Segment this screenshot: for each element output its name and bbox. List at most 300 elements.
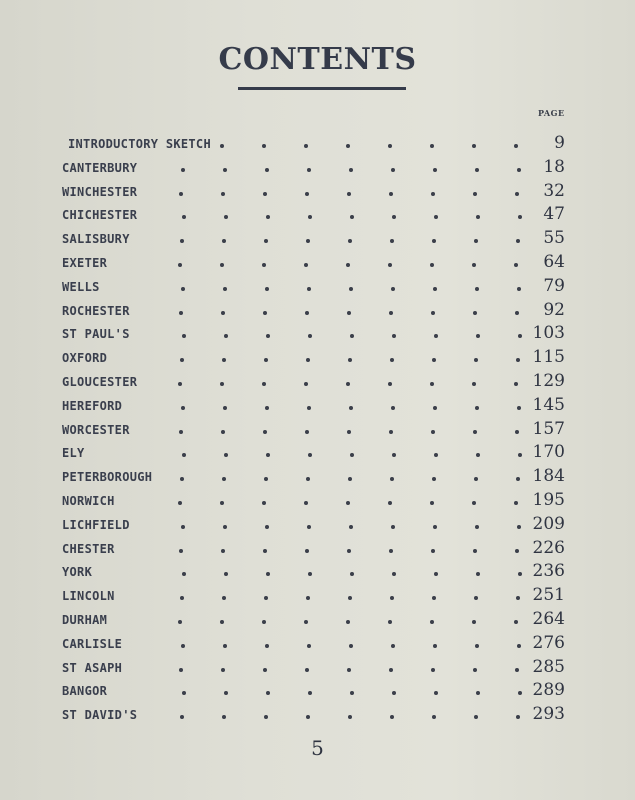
leader-dot [434,453,438,457]
leader-dot [266,691,270,695]
leader-dot [308,572,312,576]
contents-entry [0,346,635,370]
leader-dot [306,596,310,600]
leader-dot [433,644,437,648]
leader-dot [346,382,350,386]
contents-entry [0,441,635,465]
entry-page-number: 170 [532,442,565,463]
contents-entry [0,679,635,703]
leader-dot [307,168,311,172]
entry-page-number: 226 [532,537,565,558]
leader-dot [431,668,435,672]
contents-entry [0,513,635,537]
leader-dot [346,144,350,148]
leader-dot [516,239,520,243]
entry-page-number: 47 [543,204,565,225]
leader-dot [265,168,269,172]
leader-dot [474,715,478,719]
leader-dot [222,596,226,600]
contents-entry [0,180,635,204]
leader-dot [350,453,354,457]
leader-dot [388,144,392,148]
leader-dot [307,287,311,291]
leader-dot [517,168,521,172]
leader-dot [347,192,351,196]
leader-dot [476,691,480,695]
leader-dot [262,263,266,267]
contents-entry [0,251,635,275]
leader-dot [220,382,224,386]
leader-dot [223,287,227,291]
leader-dot [518,572,522,576]
leader-dot [262,382,266,386]
leader-dot [389,311,393,315]
leader-dot [178,263,182,267]
entry-page-number: 264 [532,609,565,629]
leader-dot [265,525,269,529]
entry-title: DURHAM [62,613,108,627]
contents-entry [0,275,635,299]
leader-dot [224,572,228,576]
entry-title: BANGOR [62,684,108,699]
leader-dot [264,239,268,243]
leader-dot [390,596,394,600]
contents-entry [0,560,635,584]
leader-dot [306,477,310,481]
leader-dot [179,192,183,196]
leader-dot [221,192,225,196]
leader-dot [179,430,183,434]
entry-page-number: 285 [532,656,565,677]
contents-entry [0,703,635,727]
entry-title: CANTERBURY [62,160,138,175]
leader-dot [349,525,353,529]
leader-dot [347,311,351,315]
leader-dot [180,358,184,362]
leader-dot [517,644,521,648]
leader-dot [347,668,351,672]
leader-dot [434,334,438,338]
leader-dot [472,144,476,148]
entry-title: ST ASAPH [62,660,123,675]
leader-dot [350,334,354,338]
leader-dot [182,572,186,576]
leader-dot [474,596,478,600]
leader-dot [430,144,434,148]
leader-dot [265,644,269,648]
contents-entry [0,584,635,608]
leader-dot [388,263,392,267]
leader-dot [224,691,228,695]
entry-page-number: 79 [543,275,565,296]
leader-dot [266,572,270,576]
contents-entry [0,227,635,251]
leader-dot [350,572,354,576]
leader-dot [473,430,477,434]
leader-dot [181,644,185,648]
leader-dot [265,406,269,410]
leader-dot [178,501,182,505]
leader-dot [223,168,227,172]
leader-dot [221,668,225,672]
entry-title: LICHFIELD [62,517,130,532]
leader-dot [266,334,270,338]
leader-dot [180,477,184,481]
leader-dot [263,549,267,553]
leader-dot [473,668,477,672]
leader-dot [472,263,476,267]
leader-dot [474,239,478,243]
leader-dot [264,477,268,481]
leader-dot [391,168,395,172]
leader-dot [514,263,518,267]
leader-dot [431,192,435,196]
leader-dot [432,477,436,481]
leader-dot [431,549,435,553]
leader-dot [432,239,436,243]
leader-dot [516,358,520,362]
leader-dot [263,311,267,315]
page-title: CONTENTS [218,42,417,77]
page-number: 5 [311,736,324,760]
leader-dot [305,668,309,672]
leader-dot [307,525,311,529]
leader-dot [308,215,312,219]
entry-page-number: 145 [532,394,565,415]
leader-dot [182,334,186,338]
leader-dot [220,144,224,148]
entry-page-number: 9 [554,133,565,153]
leader-dot [349,287,353,291]
leader-dot [473,549,477,553]
entry-page-number: 92 [543,299,565,320]
leader-dot [304,501,308,505]
leader-dot [308,453,312,457]
leader-dot [305,549,309,553]
leader-dot [432,358,436,362]
leader-dot [391,406,395,410]
leader-dot [220,263,224,267]
leader-dot [472,501,476,505]
leader-dot [263,430,267,434]
leader-dot [306,239,310,243]
entry-page-number: 157 [532,418,565,439]
contents-entry [0,299,635,323]
leader-dot [221,430,225,434]
entry-page-number: 293 [532,704,565,725]
leader-dot [347,549,351,553]
leader-dot [430,501,434,505]
leader-dot [223,525,227,529]
leader-dot [474,477,478,481]
entry-title: ROCHESTER [62,303,130,318]
leader-dot [430,382,434,386]
leader-dot [348,239,352,243]
leader-dot [348,596,352,600]
leader-dot [308,334,312,338]
leader-dot [349,644,353,648]
entry-page-number: 236 [532,561,565,582]
leader-dot [221,311,225,315]
contents-entry [0,656,635,680]
leader-dot [430,263,434,267]
leader-dot [220,501,224,505]
leader-dot [391,525,395,529]
entry-page-number: 103 [532,323,565,344]
leader-dot [433,168,437,172]
entry-title: OXFORD [62,351,108,366]
entry-title: WORCESTER [62,422,130,437]
leader-dot [264,358,268,362]
leader-dot [517,525,521,529]
leader-dot [389,192,393,196]
leader-dot [514,144,518,148]
leader-dot [391,287,395,291]
leader-dot [392,453,396,457]
leader-dot [389,549,393,553]
entry-title: YORK [62,565,93,580]
leader-dot [182,691,186,695]
entry-title: WELLS [62,279,100,294]
leader-dot [348,358,352,362]
entry-page-number: 289 [532,680,565,701]
leader-dot [390,358,394,362]
leader-dot [305,192,309,196]
leader-dot [433,525,437,529]
leader-dot [476,334,480,338]
leader-dot [518,691,522,695]
leader-dot [304,382,308,386]
leader-dot [518,215,522,219]
leader-dot [306,358,310,362]
leader-dot [348,715,352,719]
entry-title: LINCOLN [62,589,115,604]
leader-dot [262,620,266,624]
leader-dot [434,572,438,576]
leader-dot [179,311,183,315]
entry-page-number: 32 [543,180,565,201]
leader-dot [262,501,266,505]
contents-entry [0,203,635,227]
leader-dot [222,477,226,481]
entry-title: PETERBOROUGH [62,470,153,485]
entry-page-number: 64 [543,252,565,272]
leader-dot [178,620,182,624]
leader-dot [476,572,480,576]
leader-dot [476,215,480,219]
contents-entry [0,370,635,394]
leader-dot [392,572,396,576]
leader-dot [432,715,436,719]
leader-dot [181,168,185,172]
leader-dot [182,215,186,219]
leader-dot [475,168,479,172]
leader-dot [265,287,269,291]
page-column-label: PAGE [538,108,565,118]
leader-dot [223,644,227,648]
entry-page-number: 276 [532,632,565,653]
leader-dot [305,311,309,315]
leader-dot [514,501,518,505]
leader-dot [350,215,354,219]
entry-title: INTRODUCTORY SKETCH [68,137,211,151]
contents-entry [0,322,635,346]
leader-dot [181,406,185,410]
leader-dot [350,691,354,695]
leader-dot [434,215,438,219]
leader-dot [390,715,394,719]
leader-dot [392,334,396,338]
leader-dot [223,406,227,410]
leader-dot [515,311,519,315]
leader-dot [475,287,479,291]
leader-dot [182,453,186,457]
leader-dot [180,715,184,719]
leader-dot [264,715,268,719]
leader-dot [476,453,480,457]
contents-entry [0,418,635,442]
contents-entry [0,394,635,418]
leader-dot [180,239,184,243]
title-underline [238,87,406,90]
leader-dot [475,525,479,529]
leader-dot [389,668,393,672]
leader-dot [220,620,224,624]
leader-dot [180,596,184,600]
entry-title: CHESTER [62,541,115,556]
leader-dot [515,192,519,196]
contents-entry [0,608,635,632]
leader-dot [266,453,270,457]
leader-dot [392,215,396,219]
leader-dot [475,406,479,410]
leader-dot [517,287,521,291]
leader-dot [391,644,395,648]
leader-dot [346,263,350,267]
leader-dot [348,477,352,481]
leader-dot [307,644,311,648]
leader-dot [305,430,309,434]
entry-page-number: 251 [532,585,565,606]
entry-page-number: 184 [532,466,565,487]
leader-dot [434,691,438,695]
leader-dot [304,620,308,624]
leader-dot [349,406,353,410]
leader-dot [473,192,477,196]
entry-title: SALISBURY [62,232,130,247]
leader-dot [392,691,396,695]
leader-dot [517,406,521,410]
leader-dot [224,215,228,219]
leader-dot [433,406,437,410]
contents-entry [0,489,635,513]
leader-dot [515,549,519,553]
leader-dot [308,691,312,695]
leader-dot [514,620,518,624]
entry-page-number: 55 [543,228,565,249]
entry-title: GLOUCESTER [62,375,138,389]
leader-dot [262,144,266,148]
leader-dot [221,549,225,553]
leader-dot [515,668,519,672]
leader-dot [388,382,392,386]
leader-dot [515,430,519,434]
leader-dot [304,263,308,267]
leader-dot [475,644,479,648]
leader-dot [472,382,476,386]
leader-dot [304,144,308,148]
leader-dot [431,430,435,434]
leader-dot [432,596,436,600]
leader-dot [390,239,394,243]
leader-dot [306,715,310,719]
leader-dot [179,668,183,672]
entry-title: CARLISLE [62,636,123,651]
leader-dot [263,668,267,672]
contents-entry [0,465,635,489]
leader-dot [474,358,478,362]
leader-dot [516,477,520,481]
contents-entry [0,156,635,180]
entry-title: CHICHESTER [62,208,138,223]
leader-dot [222,358,226,362]
leader-dot [516,596,520,600]
contents-entry [0,132,635,156]
leader-dot [181,525,185,529]
leader-dot [346,620,350,624]
entry-title: HEREFORD [62,398,123,413]
entry-page-number: 115 [532,347,565,368]
leader-dot [222,715,226,719]
contents-entry [0,537,635,561]
entry-page-number: 209 [532,513,565,534]
leader-dot [473,311,477,315]
leader-dot [518,453,522,457]
leader-dot [514,382,518,386]
entry-page-number: 195 [532,490,565,510]
entry-title: ST DAVID'S [62,708,138,723]
leader-dot [431,311,435,315]
entry-title: WINCHESTER [62,184,138,199]
leader-dot [266,215,270,219]
contents-entry [0,632,635,656]
leader-dot [264,596,268,600]
leader-dot [346,501,350,505]
leader-dot [224,453,228,457]
leader-dot [349,168,353,172]
leader-dot [516,715,520,719]
entry-page-number: 18 [543,156,565,177]
leader-dot [307,406,311,410]
leader-dot [390,477,394,481]
leader-dot [433,287,437,291]
leader-dot [347,430,351,434]
leader-dot [222,239,226,243]
leader-dot [472,620,476,624]
entry-title: ELY [62,446,85,461]
leader-dot [389,430,393,434]
leader-dot [224,334,228,338]
entry-title: ST PAUL'S [62,327,130,342]
leader-dot [178,382,182,386]
leader-dot [181,287,185,291]
entry-title: EXETER [62,256,108,270]
leader-dot [179,549,183,553]
leader-dot [388,620,392,624]
leader-dot [388,501,392,505]
entry-title: NORWICH [62,494,115,508]
leader-dot [518,334,522,338]
